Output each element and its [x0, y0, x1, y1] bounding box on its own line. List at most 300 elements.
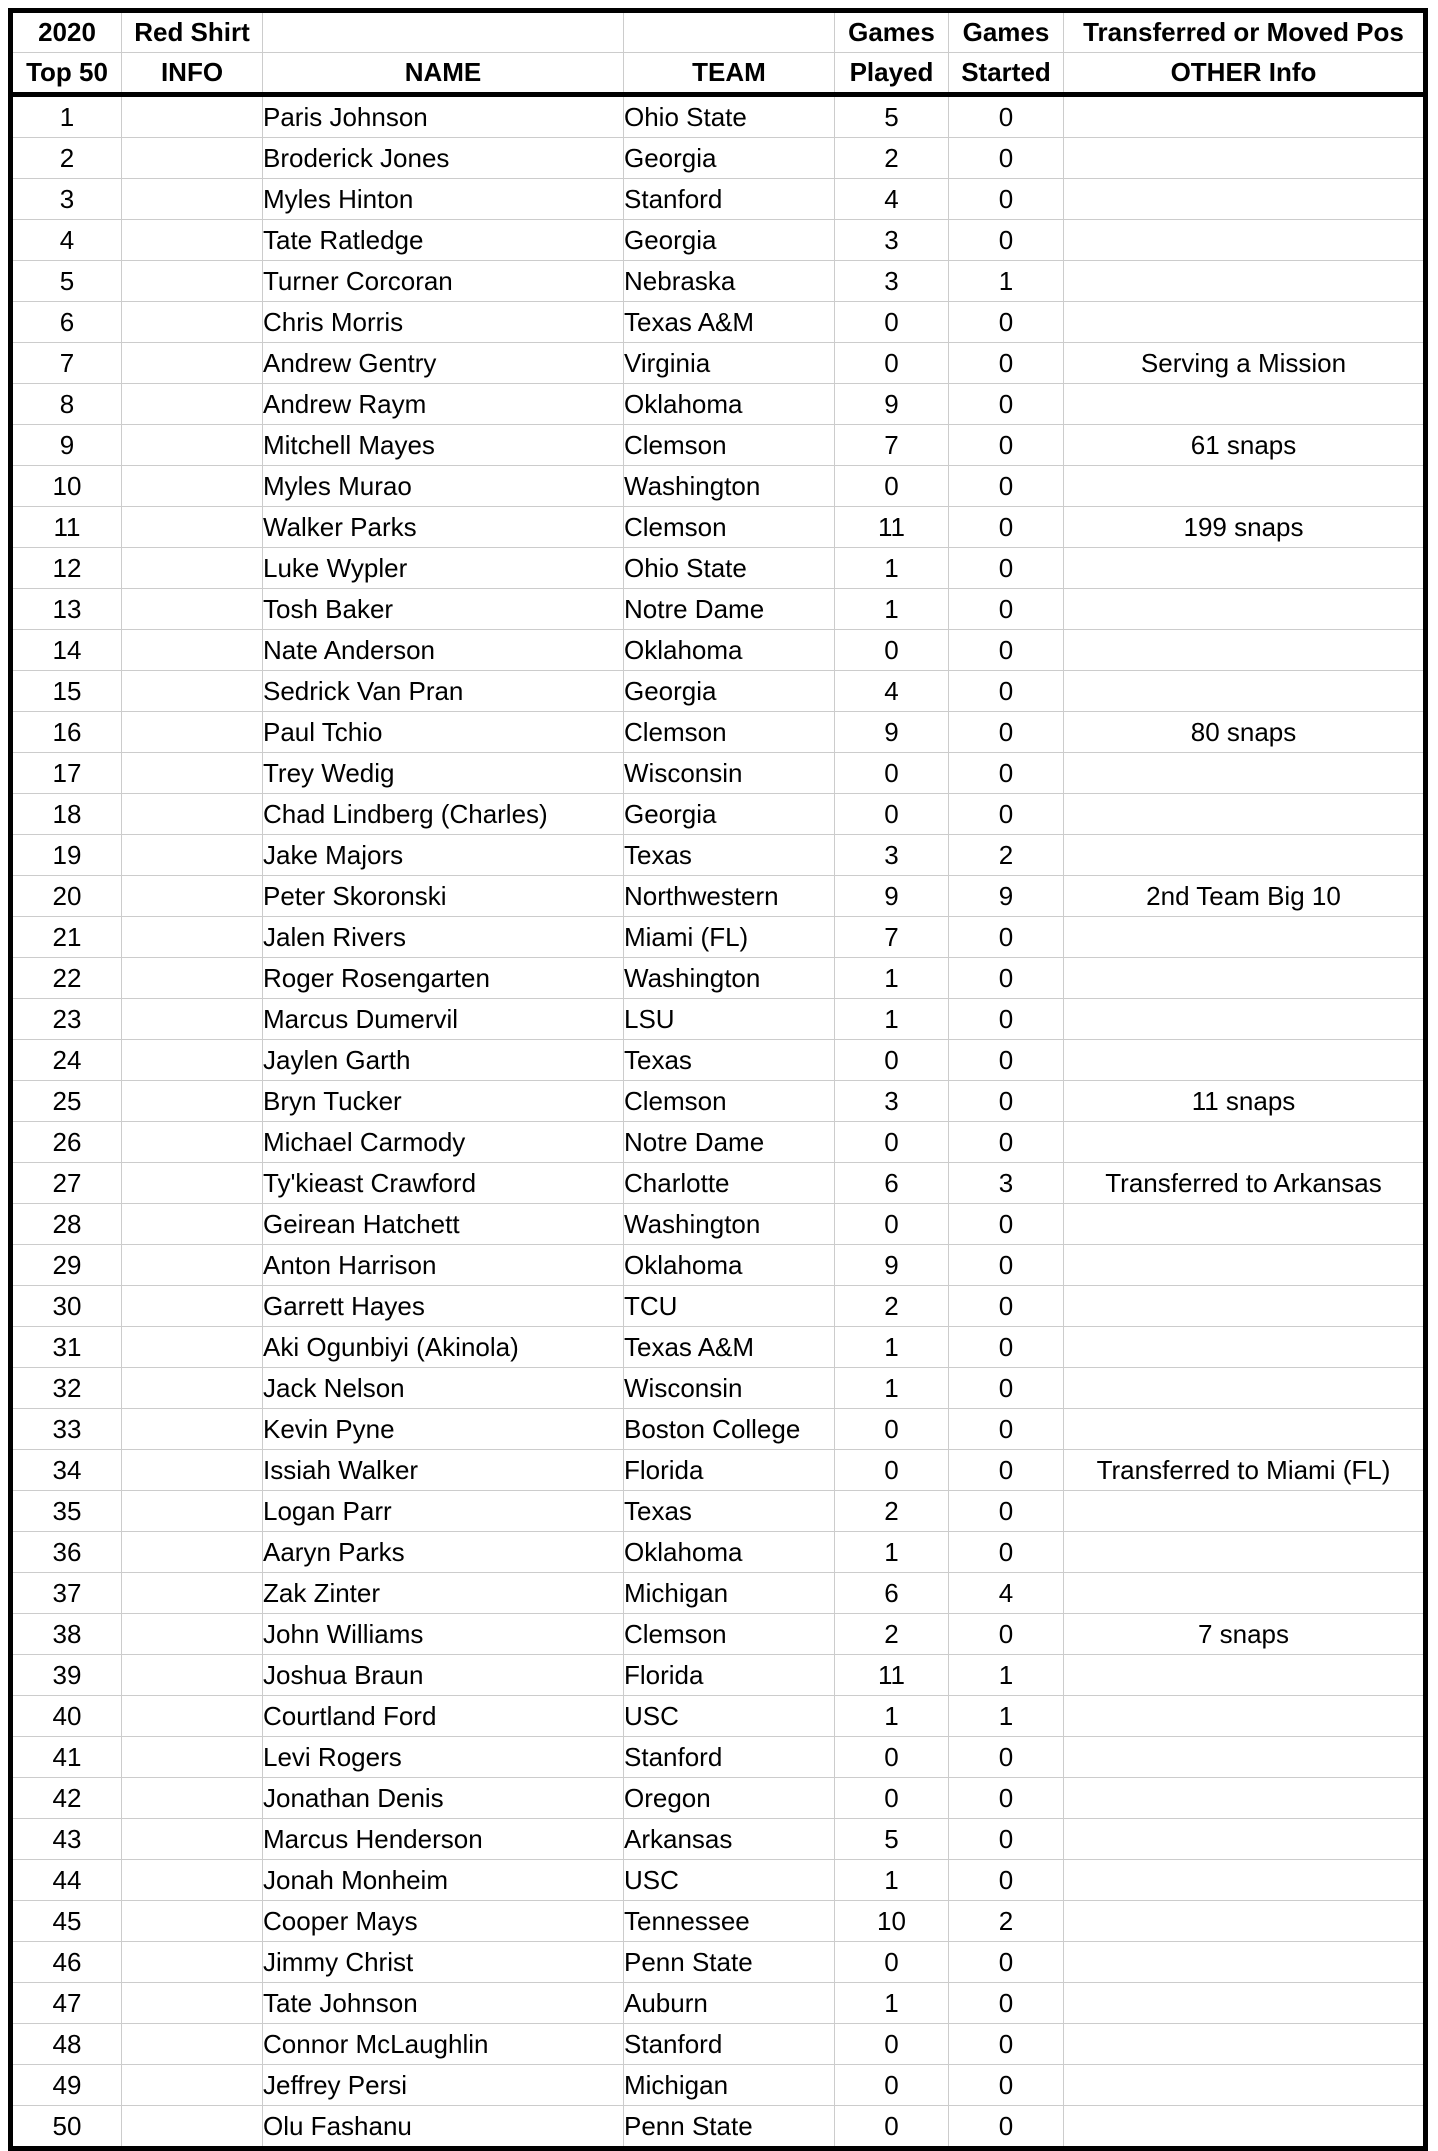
- cell-team: Ohio State: [624, 95, 835, 138]
- table-row: [11, 1778, 1426, 1819]
- cell-other-info: [1064, 794, 1426, 835]
- cell-games-started: 0: [949, 917, 1064, 958]
- header-rank-line1: 2020: [11, 11, 122, 53]
- cell-games-started: 0: [949, 507, 1064, 548]
- cell-games-started: 0: [949, 1286, 1064, 1327]
- cell-team: Clemson: [624, 712, 835, 753]
- table-body: [11, 95, 1426, 2149]
- cell-other-info: Serving a Mission: [1064, 343, 1426, 384]
- cell-rank: 37: [11, 1573, 122, 1614]
- cell-rank: 47: [11, 1983, 122, 2024]
- cell-redshirt-info: [122, 1983, 263, 2024]
- cell-games-played: 9: [835, 1245, 949, 1286]
- cell-other-info: [1064, 753, 1426, 794]
- cell-other-info: [1064, 1409, 1426, 1450]
- cell-other-info: [1064, 1040, 1426, 1081]
- cell-games-started: 0: [949, 1614, 1064, 1655]
- cell-games-started: 9: [949, 876, 1064, 917]
- cell-name: Olu Fashanu: [263, 2106, 624, 2149]
- cell-other-info: [1064, 1737, 1426, 1778]
- cell-team: Texas A&M: [624, 1327, 835, 1368]
- cell-rank: 48: [11, 2024, 122, 2065]
- header-name-line2: NAME: [263, 53, 624, 95]
- cell-redshirt-info: [122, 1286, 263, 1327]
- table-header: [11, 11, 1426, 95]
- cell-team: Texas: [624, 1491, 835, 1532]
- cell-team: USC: [624, 1860, 835, 1901]
- cell-rank: 22: [11, 958, 122, 999]
- cell-name: Jonah Monheim: [263, 1860, 624, 1901]
- cell-rank: 11: [11, 507, 122, 548]
- table-row: [11, 1491, 1426, 1532]
- cell-team: Auburn: [624, 1983, 835, 2024]
- cell-team: Virginia: [624, 343, 835, 384]
- header-games-started-line2: Started: [949, 53, 1064, 95]
- cell-redshirt-info: [122, 2106, 263, 2149]
- table-row: [11, 384, 1426, 425]
- cell-name: Kevin Pyne: [263, 1409, 624, 1450]
- cell-name: Trey Wedig: [263, 753, 624, 794]
- cell-games-started: 1: [949, 261, 1064, 302]
- table-row: [11, 138, 1426, 179]
- cell-games-started: 0: [949, 630, 1064, 671]
- cell-team: Texas A&M: [624, 302, 835, 343]
- cell-team: Washington: [624, 1204, 835, 1245]
- cell-rank: 39: [11, 1655, 122, 1696]
- header-games-played-line1: Games: [835, 11, 949, 53]
- cell-games-played: 3: [835, 261, 949, 302]
- cell-redshirt-info: [122, 794, 263, 835]
- cell-name: Andrew Raym: [263, 384, 624, 425]
- cell-rank: 18: [11, 794, 122, 835]
- cell-redshirt-info: [122, 507, 263, 548]
- cell-other-info: [1064, 2065, 1426, 2106]
- header-team-line1: [624, 11, 835, 53]
- table-row: [11, 1327, 1426, 1368]
- cell-redshirt-info: [122, 1819, 263, 1860]
- cell-name: Paul Tchio: [263, 712, 624, 753]
- cell-name: Jonathan Denis: [263, 1778, 624, 1819]
- cell-games-played: 4: [835, 671, 949, 712]
- cell-games-started: 0: [949, 1983, 1064, 2024]
- cell-other-info: [1064, 138, 1426, 179]
- cell-games-played: 1: [835, 999, 949, 1040]
- cell-games-played: 10: [835, 1901, 949, 1942]
- cell-other-info: 11 snaps: [1064, 1081, 1426, 1122]
- cell-other-info: [1064, 1122, 1426, 1163]
- cell-other-info: 199 snaps: [1064, 507, 1426, 548]
- cell-rank: 35: [11, 1491, 122, 1532]
- cell-games-played: 2: [835, 1491, 949, 1532]
- cell-rank: 31: [11, 1327, 122, 1368]
- header-games-played-line2: Played: [835, 53, 949, 95]
- header-redshirt-line1: Red Shirt: [122, 11, 263, 53]
- cell-other-info: [1064, 1983, 1426, 2024]
- cell-other-info: [1064, 384, 1426, 425]
- header-row-2: [11, 53, 1426, 95]
- cell-team: Clemson: [624, 1081, 835, 1122]
- table-row: [11, 1696, 1426, 1737]
- cell-games-played: 11: [835, 507, 949, 548]
- table-row: [11, 2024, 1426, 2065]
- cell-games-played: 0: [835, 1204, 949, 1245]
- cell-rank: 25: [11, 1081, 122, 1122]
- cell-games-played: 4: [835, 179, 949, 220]
- cell-games-started: 3: [949, 1163, 1064, 1204]
- cell-games-played: 11: [835, 1655, 949, 1696]
- cell-other-info: [1064, 589, 1426, 630]
- cell-name: Levi Rogers: [263, 1737, 624, 1778]
- cell-team: Oklahoma: [624, 630, 835, 671]
- table-row: [11, 1081, 1426, 1122]
- cell-games-played: 9: [835, 712, 949, 753]
- cell-redshirt-info: [122, 2024, 263, 2065]
- table-row: [11, 1409, 1426, 1450]
- cell-games-played: 0: [835, 302, 949, 343]
- cell-other-info: [1064, 1532, 1426, 1573]
- cell-games-started: 0: [949, 466, 1064, 507]
- cell-games-started: 0: [949, 1737, 1064, 1778]
- cell-rank: 36: [11, 1532, 122, 1573]
- cell-games-started: 0: [949, 1778, 1064, 1819]
- cell-redshirt-info: [122, 1942, 263, 1983]
- cell-games-started: 0: [949, 753, 1064, 794]
- cell-redshirt-info: [122, 958, 263, 999]
- cell-redshirt-info: [122, 384, 263, 425]
- cell-name: Nate Anderson: [263, 630, 624, 671]
- cell-team: Notre Dame: [624, 589, 835, 630]
- cell-team: Texas: [624, 835, 835, 876]
- table-row: [11, 1573, 1426, 1614]
- cell-team: Georgia: [624, 220, 835, 261]
- cell-redshirt-info: [122, 1081, 263, 1122]
- cell-name: Andrew Gentry: [263, 343, 624, 384]
- cell-team: Ohio State: [624, 548, 835, 589]
- cell-rank: 34: [11, 1450, 122, 1491]
- cell-name: Geirean Hatchett: [263, 1204, 624, 1245]
- cell-other-info: [1064, 630, 1426, 671]
- cell-rank: 28: [11, 1204, 122, 1245]
- table-row: [11, 753, 1426, 794]
- cell-games-played: 1: [835, 1532, 949, 1573]
- cell-name: Sedrick Van Pran: [263, 671, 624, 712]
- cell-games-started: 0: [949, 1532, 1064, 1573]
- cell-rank: 10: [11, 466, 122, 507]
- table-row: [11, 179, 1426, 220]
- cell-team: Wisconsin: [624, 1368, 835, 1409]
- cell-other-info: [1064, 95, 1426, 138]
- cell-games-played: 1: [835, 958, 949, 999]
- table-row: [11, 917, 1426, 958]
- cell-name: Jimmy Christ: [263, 1942, 624, 1983]
- cell-games-played: 3: [835, 835, 949, 876]
- cell-team: Oklahoma: [624, 1532, 835, 1573]
- cell-rank: 50: [11, 2106, 122, 2149]
- cell-other-info: Transferred to Arkansas: [1064, 1163, 1426, 1204]
- table-row: [11, 712, 1426, 753]
- cell-games-played: 7: [835, 917, 949, 958]
- cell-redshirt-info: [122, 753, 263, 794]
- cell-redshirt-info: [122, 1901, 263, 1942]
- cell-games-started: 0: [949, 671, 1064, 712]
- cell-games-played: 7: [835, 425, 949, 466]
- cell-games-played: 3: [835, 1081, 949, 1122]
- cell-name: Jaylen Garth: [263, 1040, 624, 1081]
- cell-other-info: [1064, 1901, 1426, 1942]
- cell-redshirt-info: [122, 1409, 263, 1450]
- cell-rank: 7: [11, 343, 122, 384]
- table-row: [11, 1286, 1426, 1327]
- cell-team: Boston College: [624, 1409, 835, 1450]
- table-row: [11, 2106, 1426, 2149]
- cell-name: Cooper Mays: [263, 1901, 624, 1942]
- cell-other-info: [1064, 917, 1426, 958]
- cell-redshirt-info: [122, 548, 263, 589]
- cell-name: John Williams: [263, 1614, 624, 1655]
- cell-team: Nebraska: [624, 261, 835, 302]
- cell-games-started: 0: [949, 1409, 1064, 1450]
- cell-name: Tate Johnson: [263, 1983, 624, 2024]
- spreadsheet: [8, 8, 1428, 2151]
- cell-rank: 15: [11, 671, 122, 712]
- cell-rank: 1: [11, 95, 122, 138]
- cell-rank: 5: [11, 261, 122, 302]
- table-row: [11, 1819, 1426, 1860]
- cell-games-started: 4: [949, 1573, 1064, 1614]
- cell-team: Washington: [624, 466, 835, 507]
- cell-name: Jalen Rivers: [263, 917, 624, 958]
- cell-games-started: 0: [949, 1860, 1064, 1901]
- cell-redshirt-info: [122, 179, 263, 220]
- cell-team: LSU: [624, 999, 835, 1040]
- cell-games-started: 0: [949, 302, 1064, 343]
- cell-name: Myles Murao: [263, 466, 624, 507]
- cell-games-started: 0: [949, 548, 1064, 589]
- table-row: [11, 1122, 1426, 1163]
- table-row: [11, 302, 1426, 343]
- cell-redshirt-info: [122, 220, 263, 261]
- cell-team: Texas: [624, 1040, 835, 1081]
- table-row: [11, 1532, 1426, 1573]
- cell-rank: 3: [11, 179, 122, 220]
- cell-name: Marcus Henderson: [263, 1819, 624, 1860]
- cell-name: Jeffrey Persi: [263, 2065, 624, 2106]
- cell-games-started: 0: [949, 1204, 1064, 1245]
- table-row: [11, 343, 1426, 384]
- cell-games-played: 2: [835, 1614, 949, 1655]
- cell-other-info: 7 snaps: [1064, 1614, 1426, 1655]
- cell-games-played: 0: [835, 2106, 949, 2149]
- cell-redshirt-info: [122, 1696, 263, 1737]
- cell-games-played: 5: [835, 95, 949, 138]
- cell-redshirt-info: [122, 630, 263, 671]
- cell-redshirt-info: [122, 1614, 263, 1655]
- cell-other-info: [1064, 220, 1426, 261]
- table-row: [11, 794, 1426, 835]
- table-row: [11, 1942, 1426, 1983]
- header-other-line1: Transferred or Moved Pos: [1064, 11, 1426, 53]
- top50-table: [8, 8, 1428, 2151]
- cell-other-info: [1064, 1327, 1426, 1368]
- cell-other-info: [1064, 835, 1426, 876]
- cell-games-started: 0: [949, 138, 1064, 179]
- cell-games-played: 1: [835, 1983, 949, 2024]
- cell-redshirt-info: [122, 917, 263, 958]
- cell-name: Mitchell Mayes: [263, 425, 624, 466]
- table-row: [11, 1163, 1426, 1204]
- cell-games-played: 2: [835, 1286, 949, 1327]
- cell-games-started: 1: [949, 1655, 1064, 1696]
- cell-redshirt-info: [122, 589, 263, 630]
- cell-rank: 14: [11, 630, 122, 671]
- cell-rank: 43: [11, 1819, 122, 1860]
- cell-team: USC: [624, 1696, 835, 1737]
- cell-games-played: 1: [835, 1327, 949, 1368]
- cell-redshirt-info: [122, 1450, 263, 1491]
- table-row: [11, 1040, 1426, 1081]
- cell-team: Oklahoma: [624, 384, 835, 425]
- cell-redshirt-info: [122, 302, 263, 343]
- cell-games-played: 1: [835, 1696, 949, 1737]
- cell-other-info: [1064, 179, 1426, 220]
- cell-games-played: 5: [835, 1819, 949, 1860]
- cell-rank: 6: [11, 302, 122, 343]
- cell-team: Miami (FL): [624, 917, 835, 958]
- cell-name: Turner Corcoran: [263, 261, 624, 302]
- cell-rank: 17: [11, 753, 122, 794]
- cell-games-started: 1: [949, 1696, 1064, 1737]
- cell-name: Logan Parr: [263, 1491, 624, 1532]
- cell-name: Bryn Tucker: [263, 1081, 624, 1122]
- cell-redshirt-info: [122, 1368, 263, 1409]
- cell-games-started: 0: [949, 1368, 1064, 1409]
- cell-rank: 4: [11, 220, 122, 261]
- cell-other-info: [1064, 1368, 1426, 1409]
- cell-other-info: [1064, 1655, 1426, 1696]
- cell-other-info: [1064, 671, 1426, 712]
- cell-rank: 42: [11, 1778, 122, 1819]
- header-games-started-line1: Games: [949, 11, 1064, 53]
- cell-name: Luke Wypler: [263, 548, 624, 589]
- cell-team: Washington: [624, 958, 835, 999]
- cell-rank: 45: [11, 1901, 122, 1942]
- cell-team: Georgia: [624, 671, 835, 712]
- header-other-line2: OTHER Info: [1064, 53, 1426, 95]
- table-row: [11, 95, 1426, 138]
- table-row: [11, 1450, 1426, 1491]
- cell-other-info: [1064, 1778, 1426, 1819]
- cell-games-played: 6: [835, 1163, 949, 1204]
- cell-games-played: 0: [835, 1122, 949, 1163]
- cell-rank: 49: [11, 2065, 122, 2106]
- cell-games-started: 0: [949, 1942, 1064, 1983]
- cell-redshirt-info: [122, 1245, 263, 1286]
- cell-redshirt-info: [122, 1860, 263, 1901]
- cell-games-played: 0: [835, 794, 949, 835]
- cell-redshirt-info: [122, 1655, 263, 1696]
- cell-games-started: 0: [949, 1081, 1064, 1122]
- cell-games-started: 2: [949, 1901, 1064, 1942]
- cell-other-info: [1064, 1696, 1426, 1737]
- cell-name: Marcus Dumervil: [263, 999, 624, 1040]
- cell-games-played: 9: [835, 384, 949, 425]
- cell-redshirt-info: [122, 1163, 263, 1204]
- cell-games-played: 0: [835, 2065, 949, 2106]
- cell-other-info: [1064, 1245, 1426, 1286]
- cell-name: Tosh Baker: [263, 589, 624, 630]
- cell-redshirt-info: [122, 1491, 263, 1532]
- cell-games-played: 1: [835, 589, 949, 630]
- cell-games-started: 0: [949, 1122, 1064, 1163]
- table-row: [11, 261, 1426, 302]
- cell-name: Connor McLaughlin: [263, 2024, 624, 2065]
- cell-name: Myles Hinton: [263, 179, 624, 220]
- cell-team: Notre Dame: [624, 1122, 835, 1163]
- cell-redshirt-info: [122, 466, 263, 507]
- cell-name: Walker Parks: [263, 507, 624, 548]
- cell-games-started: 0: [949, 95, 1064, 138]
- table-row: [11, 1737, 1426, 1778]
- cell-name: Issiah Walker: [263, 1450, 624, 1491]
- table-row: [11, 876, 1426, 917]
- cell-games-played: 0: [835, 1409, 949, 1450]
- cell-redshirt-info: [122, 95, 263, 138]
- cell-name: Broderick Jones: [263, 138, 624, 179]
- cell-redshirt-info: [122, 1122, 263, 1163]
- table-row: [11, 589, 1426, 630]
- cell-team: Clemson: [624, 507, 835, 548]
- cell-games-played: 3: [835, 220, 949, 261]
- cell-redshirt-info: [122, 671, 263, 712]
- cell-games-started: 0: [949, 2106, 1064, 2149]
- cell-redshirt-info: [122, 1737, 263, 1778]
- cell-games-started: 0: [949, 1450, 1064, 1491]
- cell-other-info: [1064, 1204, 1426, 1245]
- cell-games-started: 0: [949, 220, 1064, 261]
- cell-name: Anton Harrison: [263, 1245, 624, 1286]
- cell-name: Chad Lindberg (Charles): [263, 794, 624, 835]
- cell-redshirt-info: [122, 835, 263, 876]
- cell-name: Aaryn Parks: [263, 1532, 624, 1573]
- cell-rank: 19: [11, 835, 122, 876]
- cell-name: Chris Morris: [263, 302, 624, 343]
- cell-rank: 30: [11, 1286, 122, 1327]
- cell-games-played: 1: [835, 1368, 949, 1409]
- header-redshirt-line2: INFO: [122, 53, 263, 95]
- cell-team: Clemson: [624, 425, 835, 466]
- cell-redshirt-info: [122, 425, 263, 466]
- cell-redshirt-info: [122, 343, 263, 384]
- cell-games-played: 1: [835, 1860, 949, 1901]
- cell-other-info: 61 snaps: [1064, 425, 1426, 466]
- cell-other-info: [1064, 302, 1426, 343]
- cell-rank: 9: [11, 425, 122, 466]
- cell-rank: 44: [11, 1860, 122, 1901]
- cell-rank: 2: [11, 138, 122, 179]
- table-row: [11, 1368, 1426, 1409]
- cell-team: Stanford: [624, 179, 835, 220]
- cell-games-started: 0: [949, 589, 1064, 630]
- cell-team: Stanford: [624, 2024, 835, 2065]
- cell-games-played: 0: [835, 630, 949, 671]
- cell-other-info: 80 snaps: [1064, 712, 1426, 753]
- cell-team: Tennessee: [624, 1901, 835, 1942]
- cell-name: Courtland Ford: [263, 1696, 624, 1737]
- cell-team: Penn State: [624, 1942, 835, 1983]
- cell-rank: 29: [11, 1245, 122, 1286]
- cell-games-started: 0: [949, 343, 1064, 384]
- cell-name: Paris Johnson: [263, 95, 624, 138]
